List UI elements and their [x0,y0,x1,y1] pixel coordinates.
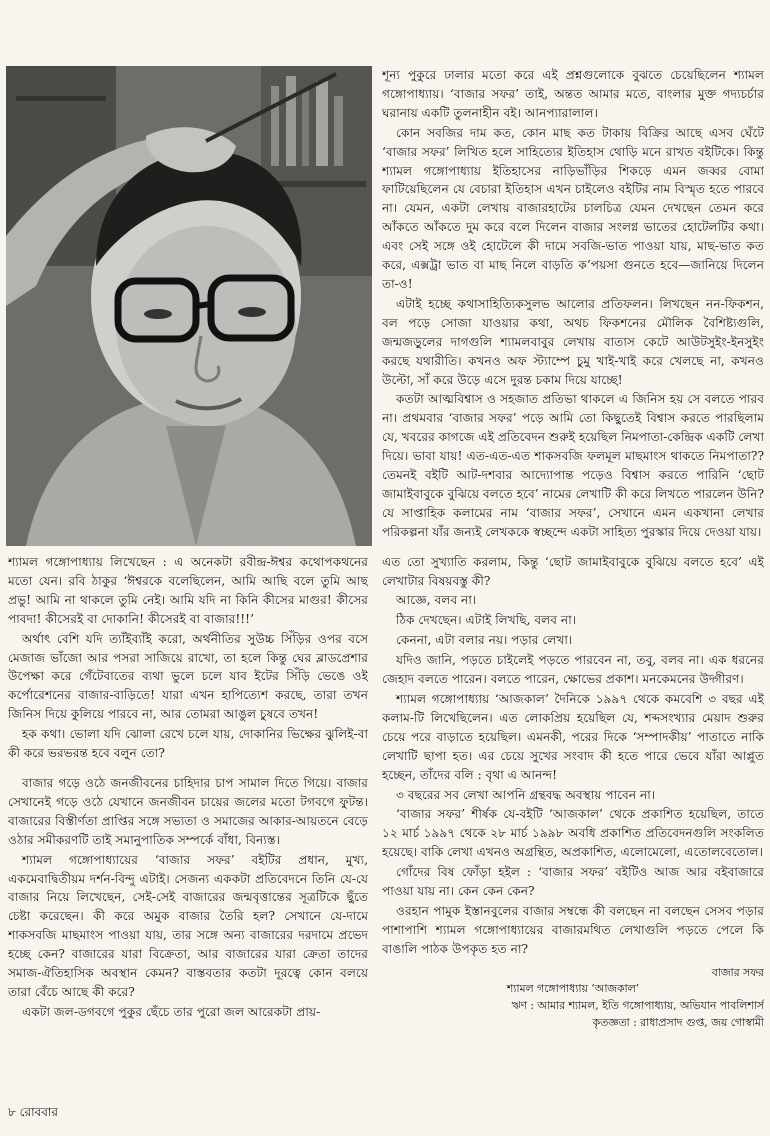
paragraph: কেননা, এটা বলার নয়। পড়ার লেখা। [396,633,573,648]
paragraph: এটাই হচ্ছে কথাসাহিত্যিকসুলভ আলোর প্রতিফলন। লিখছেন নন-ফিকশন, বল পড়ে সোজা যাওয়ার কথা, অথচ ফিকশনের মৌলিক বৈশিষ্ট্যগুলি, জন্মজড়ুলের দাগগুলি শ্যামলবাবুর লেখায় বাতাস কেটে আউটসুইং-ইনসুইং করছে যথারীতি। কখনও অফ স্ট্যাম্পে চুমু খাই-খাই করে খেলছে না, কখনও উল্টো, সাঁ করে উড়ে এসে দুরন্ত চকাম দিয়ে যাচ্ছে! [382,296,764,387]
paragraph: গোঁদের বিষ ফোঁড়া হইল : ‘বাজার সফর’ বইটিও আজ আর বইবাজারে পাওয়া যায় না। কেন কেন কেন? [382,865,764,899]
page-folio: ৮ রোববার [8,1105,58,1119]
paragraph: শ্যামল গঙ্গোপাধ্যায়ের ‘বাজার সফর’ বইটির প্রধান, মুখ্য, একমেবাদ্বিতীয়ম দর্শন-বিন্দু এটাই। সেজন্য এককটা প্রতিবেদনে তিনি যে-যে বাজার নিয়ে লিখেছেন, সেই-সেই বাজারের জন্মবৃত্তান্তের সূত্রটিকে ছুঁতে চেষ্টা করেছেন। কী করে অমুক বাজার তৈরি হল? সেখানে যে-দামে শাকসবজি মাছমাংস পাওয়া যায়, তার সঙ্গে অন্য বাজারের দরদামে প্রভেদ হচ্ছে কেন? বাজারের যারা বিক্রেতা, আর বাজারের যারা ক্রেতা তাদের সমাজ-ঐতিহাসিক অবস্থান কেমন? বাস্তবতার কতটা দূরত্বে কোন বলয়ে তারা বেঁচে আছে কী করে? [8,852,368,999]
paragraph: শ্যামল গঙ্গোপাধ্যায় ‘আজকাল’ দৈনিকে ১৯৯৭ থেকে কমবেশি ৩ বছর এই কলাম-টি লিখেছিলেন। এত লোকপ্রিয় হয়েছিল যে, শব্দসংখ্যার মেয়াদ শুরুর চেয়ে পরে বাড়াতে হয়েছিল। এমনকী, পরের দিকে ‘সম্পাদকীয়’ পাতাতে নাকি লেখাটি ছাপা হত। এর চেয়ে সুখের সংবাদ কী হতে পারে ভেবে যাঁরা আপ্লুত হচ্ছেন, তাঁদের বলি : বৃথা এ আনন্দ! [382,692,764,782]
paragraph: আজ্ঞে, বলব না। [396,593,477,608]
paragraph: ঠিক দেখছেন। এটাই লিখছি, বলব না। [396,613,577,628]
paragraph: কতটা আত্মবিশ্বাস ও সহজাত প্রতিভা থাকলে এ জিনিস হয় সে বলতে পারব না। প্রথমবার ‘বাজার সফর’ পড়ে আমি তো কিছুতেই বিশ্বাস করতে পারছিলাম যে, খবরের কাগজে এই প্রতিবেদন শুরুই হয়েছিল নিমপাতা-কেন্দ্রিক একটি লেখা দিয়ে। ভাবা যায়! এত-এত-এত শাকসবজি ফলমূল মাছমাংস থাকতে নিমপাতা?? তেমনই বইটি আট-দশবার আদ্যোপান্ত পড়েও বিশ্বাস করতে পারিনি ‘ছোট জামাইবাবুকে বুঝিয়ে বলতে হবে’ নামের লেখাটি কী করে লিখতে পারলেন উনি? যে সাপ্তাহিক কলামের নাম ‘বাজার সফর’, সেখানে এমন একখানা লেখার পরিকল্পনা যাঁর জন্যই লেখককে স্বচ্ছন্দে একটা সাহিত্য পুরস্কার দিয়ে দেওয়া যায়। [382,392,764,539]
paragraph: শূন্য পুকুরে ঢালার মতো করে এই প্রশ্নগুলোকে বুঝতে চেয়েছিলেন শ্যামল গঙ্গোপাধ্যায়। ‘বাজার সফর’ তাই, অন্তত আমার মতে, বাংলার মুক্ত গদ্যচর্চার ঘরানায় একটি তুলনাহীন বই। আনপ্যারালাল। [382,68,764,120]
credit-thanks: কৃতজ্ঞতা : রাধাপ্রসাদ গুপ্ত, জয় গোস্বামী [592,1015,764,1029]
paragraph: একটা জল-ডগবগে পুকুর ছেঁচে তার পুরো জল আরেকটা প্রায়- [22,1004,321,1019]
credit-author: শ্যামল গঙ্গোপাধ্যায় ‘আজকাল’ [506,982,640,996]
right-text-column [382,66,764,1132]
paragraph: যদিও জানি, পড়তে চাইলেই পড়তে পারবেন না, তবু, বলব না। এক ধরনের জেহাদ বলতে পারেন। বলতে পারেন, ক্ষোভের প্রকাশ। মনকেমনের উদ্গীরণ। [382,653,764,687]
credit-source: ঋণ : আমার শ্যামল, ইতি গঙ্গোপাধ্যায়, অভিযান পাবলিশার্স [511,999,764,1013]
paragraph: হক কথা। ভোলা যদি ঝোলা রেখে চলে যায়, দোকানির ভিক্ষের ঝুলিই-বা কী করে ভরভরন্ত হবে বলুন তো? [8,727,368,761]
paragraph: ওরহান পামুক ইস্তানবুলের বাজার সম্বন্ধে কী বলছেন না বলছেন সেসব পড়ার পাশাপাশি শ্যামল গঙ্গোপাধ্যায়ের বাজারমথিত লেখাগুলি পড়তে পেলে কি বাঙালি পাঠক উপকৃত হত না? [382,903,764,956]
paragraph: কোন সবজির দাম কত, কোন মাছ কত টাকায় বিক্রির আছে এসব ঘেঁটে ‘বাজার সফর’ লিখিত হলে সাহিত্যের ইতিহাস থোড়ি মনে রাখত বইটিকে। কিন্তু শ্যামল গঙ্গোপাধ্যায় ইতিহাসের নাড়িভাঁড়ির শিকড়ে এমন জব্বর বোমা ফাটিয়েছিলেন যে বেচারা ইতিহাস এখন চাইলেও বইটির নাম বিস্মৃত হতে পারবে না। যেমন, একটা লেখায় বাজারহাটের চালচিত্র যেমন দেখছেন তেমন করে আঁকতে আঁকতে দুম করে বলে দিলেন বাজার সংলগ্ন ভাতের হোটেলটির কথা। এবং সেই সঙ্গে ওই হোটেলে কী দামে সবজি-ভাত পাওয়া যায়, মাছ-ভাত কত করে, এক্সট্রা ভাত বা মাছ নিলে বাড়তি ক’পয়সা গুনতে হবে—জানিয়ে দিলেন তা-ও! [382,125,764,291]
credit-book-title: বাজার সফর [711,965,764,979]
book-credits [382,965,764,1032]
paragraph: ৩ বছরের সব লেখা আপনি গ্রন্থবদ্ধ অবস্থায় পাবেন না। [396,787,656,802]
paragraph: ‘বাজার সফর’ শীর্ষক যে-বইটি ‘আজকাল’ থেকে প্রকাশিত হয়েছিল, তাতে ১২ মার্চ ১৯৯৭ থেকে ২৮ মার্চ ১৯৯৮ অবধি প্রকাশিত প্রতিবেদনগুলি সংকলিত হয়েছে। বাকি লেখা এখনও অগ্রন্থিত, অপ্রকাশিত, এলোমেলো, এতোলবেতোল। [382,807,764,860]
left-text-column [8,553,368,1083]
author-portrait-illustration [6,66,372,546]
author-photo [6,66,372,546]
paragraph: এত তো সুখ্যাতি করলাম, কিন্তু ‘ছোট জামাইবাবুকে বুঝিয়ে বলতে হবে’ এই লেখাটার বিষয়বস্তু কী? [382,554,764,588]
paragraph: বাজার গড়ে ওঠে জনজীবনের চাহিদার চাপ সামাল দিতে গিয়ে। বাজার সেখানেই গড়ে ওঠে যেখানে জনজীবন চায়ের জলের মতো টগবগে ফুটন্ত। বাজারের বিস্তীর্ণতা প্রাপ্তির সঙ্গে সভ্যতা ও সমাজের আকার-আয়তনে বেড়ে ওঠার সমীকরণটি তাই সমানুপাতিক সম্পর্কে বাঁধা, বিন্যস্ত। [8,775,368,847]
paragraph: অর্থাৎ বেশি যদি ত্যাঁইব্যাঁই করো, অর্থনীতির সুউচ্চ সিঁড়ির ওপর বসে মেজাজ ভাঁজো আর পসরা সাজিয়ে রাখো, তা হলে কিন্তু ঘের ব্লাডপ্রেশার উপেক্ষা করে গেঁটেবাতের ব্যথা ভুলে চলে যাব ইটের সিঁড়ি ভেঙে ওই কর্পোরেশনের বাজার-বাড়িতে! যারা এখন হাপিত্যেশ করছে, তারা তখন জিনিস দিয়ে কুলিয়ে পারবে না, আর তোমরা আঙুল চুষবে তখন! [8,631,368,722]
paragraph: শ্যামল গঙ্গোপাধ্যায় লিখেছেন : এ অনেকটা রবীন্দ্র-ঈশ্বর কথোপকথনের মতো যেন। রবি ঠাকুর ‘ঈশ্বরকে বলেছিলেন, আমি আছি বলে তুমি আছ প্রভু! আমি না থাকলে তুমি নেই। আমি যদি না কিনি কীসের মাগুর! কীসের পাবদা! কীসেরই বা দোকানি! কীসেরই বা বাজার!!!’ [8,555,368,626]
